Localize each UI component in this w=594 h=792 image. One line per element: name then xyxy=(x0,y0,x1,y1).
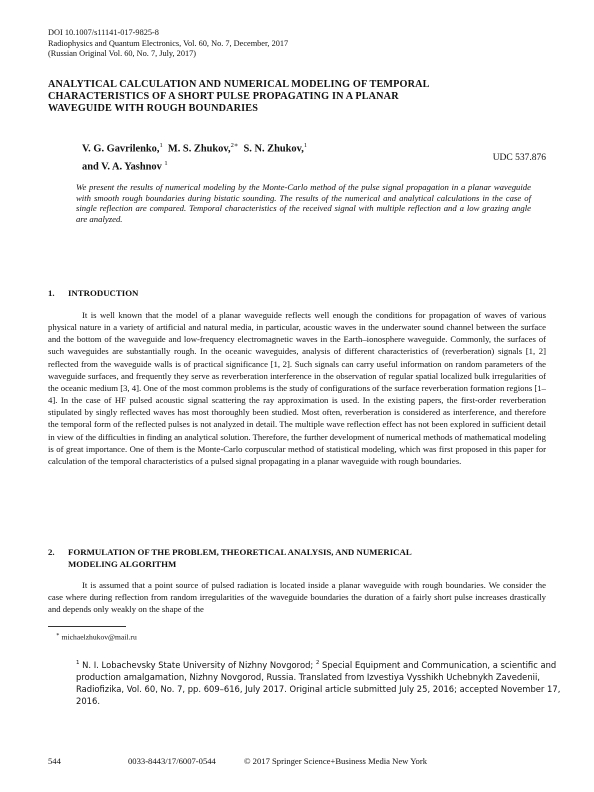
author-name: S. N. Zhukov, xyxy=(243,143,304,155)
section-title: INTRODUCTION xyxy=(68,288,139,298)
email-address: michaelzhukov@mail.ru xyxy=(61,632,137,642)
affil-mark: 1 xyxy=(303,142,308,149)
section-title-line-2: MODELING ALGORITHM xyxy=(68,558,177,569)
author-name: and V. A. Yashnov xyxy=(82,161,162,173)
section-heading xyxy=(48,288,138,300)
author-name: M. S. Zhukov, xyxy=(167,143,231,155)
footnote-mark: ∗ xyxy=(56,632,60,638)
affil-mark: 1 xyxy=(76,660,80,666)
page-number: 544 xyxy=(48,756,61,766)
udc-code: UDC 537.876 xyxy=(492,153,546,163)
issn-code: 0033-8443/17/6007-0544 xyxy=(128,756,216,766)
affil-mark: 2 xyxy=(315,660,320,666)
journal-line: Radiophysics and Quantum Electronics, Vol. 60, No. 7, December, 2017 xyxy=(48,38,289,48)
footnote-rule xyxy=(48,626,126,627)
doi-line: DOI 10.1007/s11141-017-9825-8 xyxy=(48,28,159,37)
affiliation-note xyxy=(76,657,561,708)
affil-mark: 1 xyxy=(159,142,163,149)
affil-mark: 1 xyxy=(164,160,168,168)
article-title xyxy=(48,79,548,114)
affil-mark: 2∗ xyxy=(230,142,239,149)
copyright-line: © 2017 Springer Science+Business Media New York xyxy=(244,756,427,766)
section-title-line-1: FORMULATION OF THE PROBLEM, THEORETICAL ANALYSIS, AND NUMERICAL xyxy=(68,547,412,557)
footnote-email xyxy=(56,632,137,642)
original-line: (Russian Original Vol. 60, No. 7, July, 2017) xyxy=(48,49,197,58)
affiliation-text: Special Equipment and Communication, a scientific and production amalgamation, Nizhny Novgorod, Russia. Translated from Izvestiya Vysshikh Uchebnykh Zavedenii, Radiofizika, Vol. 60, No. 7, pp. 609–616, July 2017. Original article submitted July 25, 2016; accepted November 17, 2016. xyxy=(76,659,561,707)
section-heading xyxy=(48,547,548,570)
affiliation-text: N. I. Lobachevsky State University of Nizhny Novgorod; xyxy=(82,659,314,670)
section-number: 2. xyxy=(48,547,55,557)
body-paragraph: It is well known that the model of a planar waveguide reflects well enough the conditions for propagation of waves of various physical nature in a variety of artificial and natural media, in particular, acoustic waves in the underwater sound channel between the surface and the bottom of the waveguide and low-frequency electromagnetic waves in the Earth–ionosphere waveguide. Commonly, the surfaces of such waveguides are substantially rough. In the oceanic waveguides, analysis of different characteristics of (reverberation) signals [1, 2] reflected from the waveguide walls is of practical significance [1, 2]. Such signals can carry useful information on random parameters of the waveguide surfaces, and frequently they serve as reverberation interference in the observation of regular spatial localized bulk irregularities of the oceanic medium [3, 4]. One of the most common problems is the study of configurations of the surface reverberation formation regions [1–4]. In the case of HF pulsed acoustic signal scattering the ray approximation is used. In the existing papers, the first-order reverberation stipulated by singly reflected waves has most thoroughly been studied. Most often, reverberation is considered as interference, and therefore the temporal form of the reflected pulses is not analyzed in detail. The multiple wave reflection effect has not been explored in sufficient detail in view of the difficulties in finding an analytical solution. Therefore, the further development of numerical methods of mathematical modeling is of great importance. One of them is the Monte-Carlo corpuscular method of statistical modeling, which was first proposed in this paper for calculation of the temporal characteristics of a pulsed signal propagating in a planar waveguide with rough boundaries. xyxy=(48,310,546,466)
title-line-2: CHARACTERISTICS OF A SHORT PULSE PROPAGATING IN A PLANAR xyxy=(48,90,399,102)
abstract: We present the results of numerical modeling by the Monte-Carlo method of the pulse signal propagation in a planar waveguide with smooth rough boundaries during bistatic sounding. The results of the numerical and analytical calculations in the case of single reflection are compared. Temporal characteristics of the received signal with multiple reflection and a low grazing angle are analyzed. xyxy=(76,182,531,224)
title-line-1: ANALYTICAL CALCULATION AND NUMERICAL MODELING OF TEMPORAL xyxy=(48,79,430,90)
author-list xyxy=(82,138,552,175)
title-line-3: WAVEGUIDE WITH ROUGH BOUNDARIES xyxy=(48,102,259,114)
author-name: V. G. Gavrilenko, xyxy=(82,143,160,155)
body-paragraph: It is assumed that a point source of pulsed radiation is located inside a planar waveguide with rough boundaries. We consider the case where during reflection from random irregularities of the waveguide boundaries the duration of a fairly short pulse increases drastically and depends only weakly on the shape of the xyxy=(48,580,546,615)
section-number: 1. xyxy=(48,288,55,298)
